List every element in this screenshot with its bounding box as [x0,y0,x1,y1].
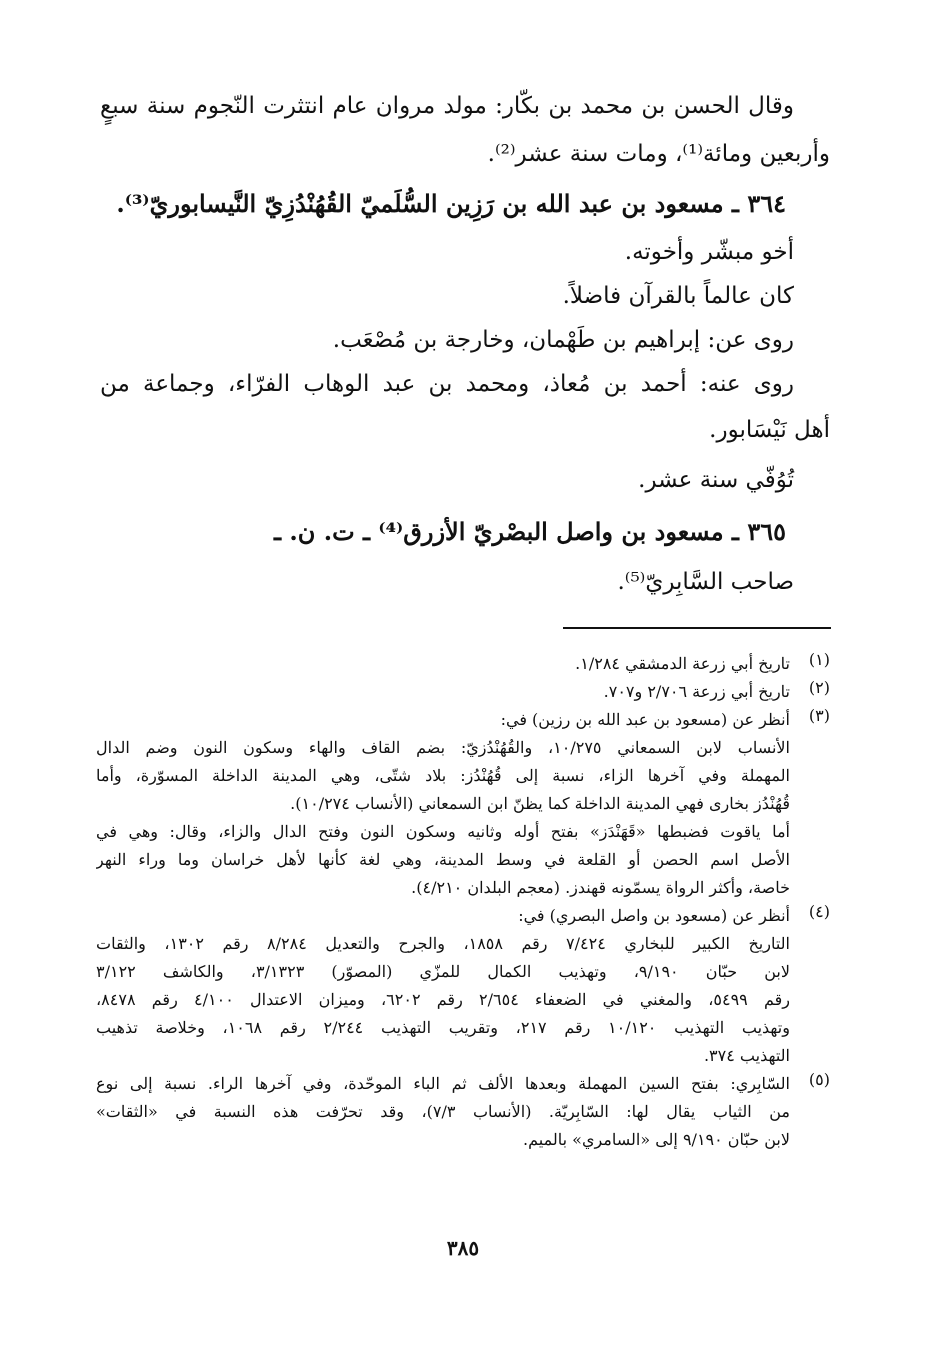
text-line: أخو مبشّر وأخوته. [624,239,794,265]
text-line: كان عالماً بالقرآن فاضلاً. [562,283,794,309]
footnotes [96,650,830,1154]
footnote-4 [96,902,830,1070]
footnote-line: لابن حبّان ٩/١٩٠، وتهذيب الكمال للمزّي (المصوّر) ٣/١٣٢٣، والكاشف ٣/١٢٢ [96,962,790,981]
footnote-line: رقم ٥٤٩٩، والمغني في الضعفاء ٢/٦٥٤ رقم ٦٢٠٢، وميزان الاعتدال ٤/١٠٠ رقم ٨٤٧٨، [96,990,790,1009]
footnote-line: تاريخ أبي زرعة ٢/٧٠٦ و٧٠٧. [603,682,790,701]
footnote-line: المهملة وفي آخرها الزاء، نسبة إلى قُهُنْدُز: بلاد شتّى، وهي المدينة الداخلة المسوّرة، وأما [96,766,790,785]
footnote-line: الأصل اسم الحصن أو القلعة في وسط المدينة، وهي لغة كأنها لأهل خراسان وما وراء النهر [96,850,790,869]
main-text [100,82,830,606]
footnote-number: (٥) [808,1070,830,1089]
page-number: ٣٨٥ [446,1236,480,1260]
text-line: صاحب السَّابِريّ⁽⁵⁾. [617,569,794,595]
entry-364 [100,178,830,506]
footnote-line: التهذيب ٣٧٤. [703,1046,790,1065]
footnote-line: لابن حبّان ٩/١٩٠ إلى «السامري» بالميم. [523,1130,790,1149]
footnote-number: (٣) [808,706,830,725]
text-line: وقال الحسن بن محمد بن بكّار: مولد مروان عام انتثرت النّجوم سنة سبعٍ [100,93,794,119]
entry-364-heading: ٣٦٤ ـ مسعود بن عبد الله بن رَزِين السُّلَميّ القُهُنْدُزِيّ النَّيسابوريّ⁽³⁾. [116,189,786,218]
footnote-line: التاريخ الكبير للبخاري ٧/٤٢٤ رقم ١٨٥٨، والجرح والتعديل ٨/٢٨٤ رقم ١٣٠٢، والثقات [96,934,790,953]
text-line: روى عنه: أحمد بن مُعاذ، ومحمد بن عبد الوهاب الفرّاء، وجماعة من [100,371,794,397]
footnote-number: (٢) [808,678,830,697]
footnote-line: من الثياب يقال لها: السّابِريّة. (الأنساب ٧/٣)، وقد تحرّفت هذه النسبة في «الثقات» [96,1102,790,1121]
footnote-2 [96,678,830,706]
footnote-number: (١) [808,650,830,669]
footnote-5 [96,1070,830,1154]
text-line: أهل نَيْسَابور. [709,417,830,443]
footnote-3 [96,706,830,902]
footnote-line: أنظر عن (مسعود بن عبد الله بن رزين) في: [500,710,790,729]
entry-365 [100,506,830,606]
text-line: روى عن: إبراهيم بن طَهْمان، وخارجة بن مُصْعَب. [332,327,794,353]
footnote-line: تاريخ أبي زرعة الدمشقي ١/٢٨٤. [575,654,790,673]
text-line: وأربعين ومائة⁽¹⁾، ومات سنة عشر⁽²⁾. [487,141,830,167]
footnote-line: خاصة، وأكثر الرواة يسمّونه قهندز. (معجم البلدان ٤/٢١٠). [411,878,790,897]
footnote-line: وتهذيب التهذيب ١٠/١٢٠ رقم ٢١٧، وتقريب التهذيب ٢/٢٤٤ رقم ١٠٦٨، وخلاصة تذهيب [96,1018,790,1037]
text-line: تُوُفّي سنة عشر. [638,467,794,493]
footnote-line: أما ياقوت فضبطها «قَهَنْدَز» بفتح أوله وثانيه وسكون النون وفتح الدال والزاء، وقال: وهي في [96,822,790,841]
footnote-line: قُهُنْدُز بخارى فهي المدينة الداخلة كما يظنّ ابن السمعاني (الأنساب ١٠/٢٧٤). [290,794,790,813]
entry-365-heading: ٣٦٥ ـ مسعود بن واصل البصْريّ الأزرق⁽⁴⁾ ـ ت. ن. ـ [274,517,786,546]
footnote-separator [563,627,831,629]
footnote-line: السّابِري: بفتح السين المهملة وبعدها الألف ثم الباء الموحّدة، وفي آخرها الراء. نسبة إلى نوع [96,1074,790,1093]
footnote-line: الأنساب لابن السمعاني ١٠/٢٧٥، والقُهُنْدُزيّ: بضم القاف والهاء وسكون النون وضم الدال [96,738,790,757]
footnote-1 [96,650,830,678]
opening-paragraph [100,82,830,178]
footnote-number: (٤) [808,902,830,921]
footnote-line: أنظر عن (مسعود بن واصل البصري) في: [518,906,790,925]
